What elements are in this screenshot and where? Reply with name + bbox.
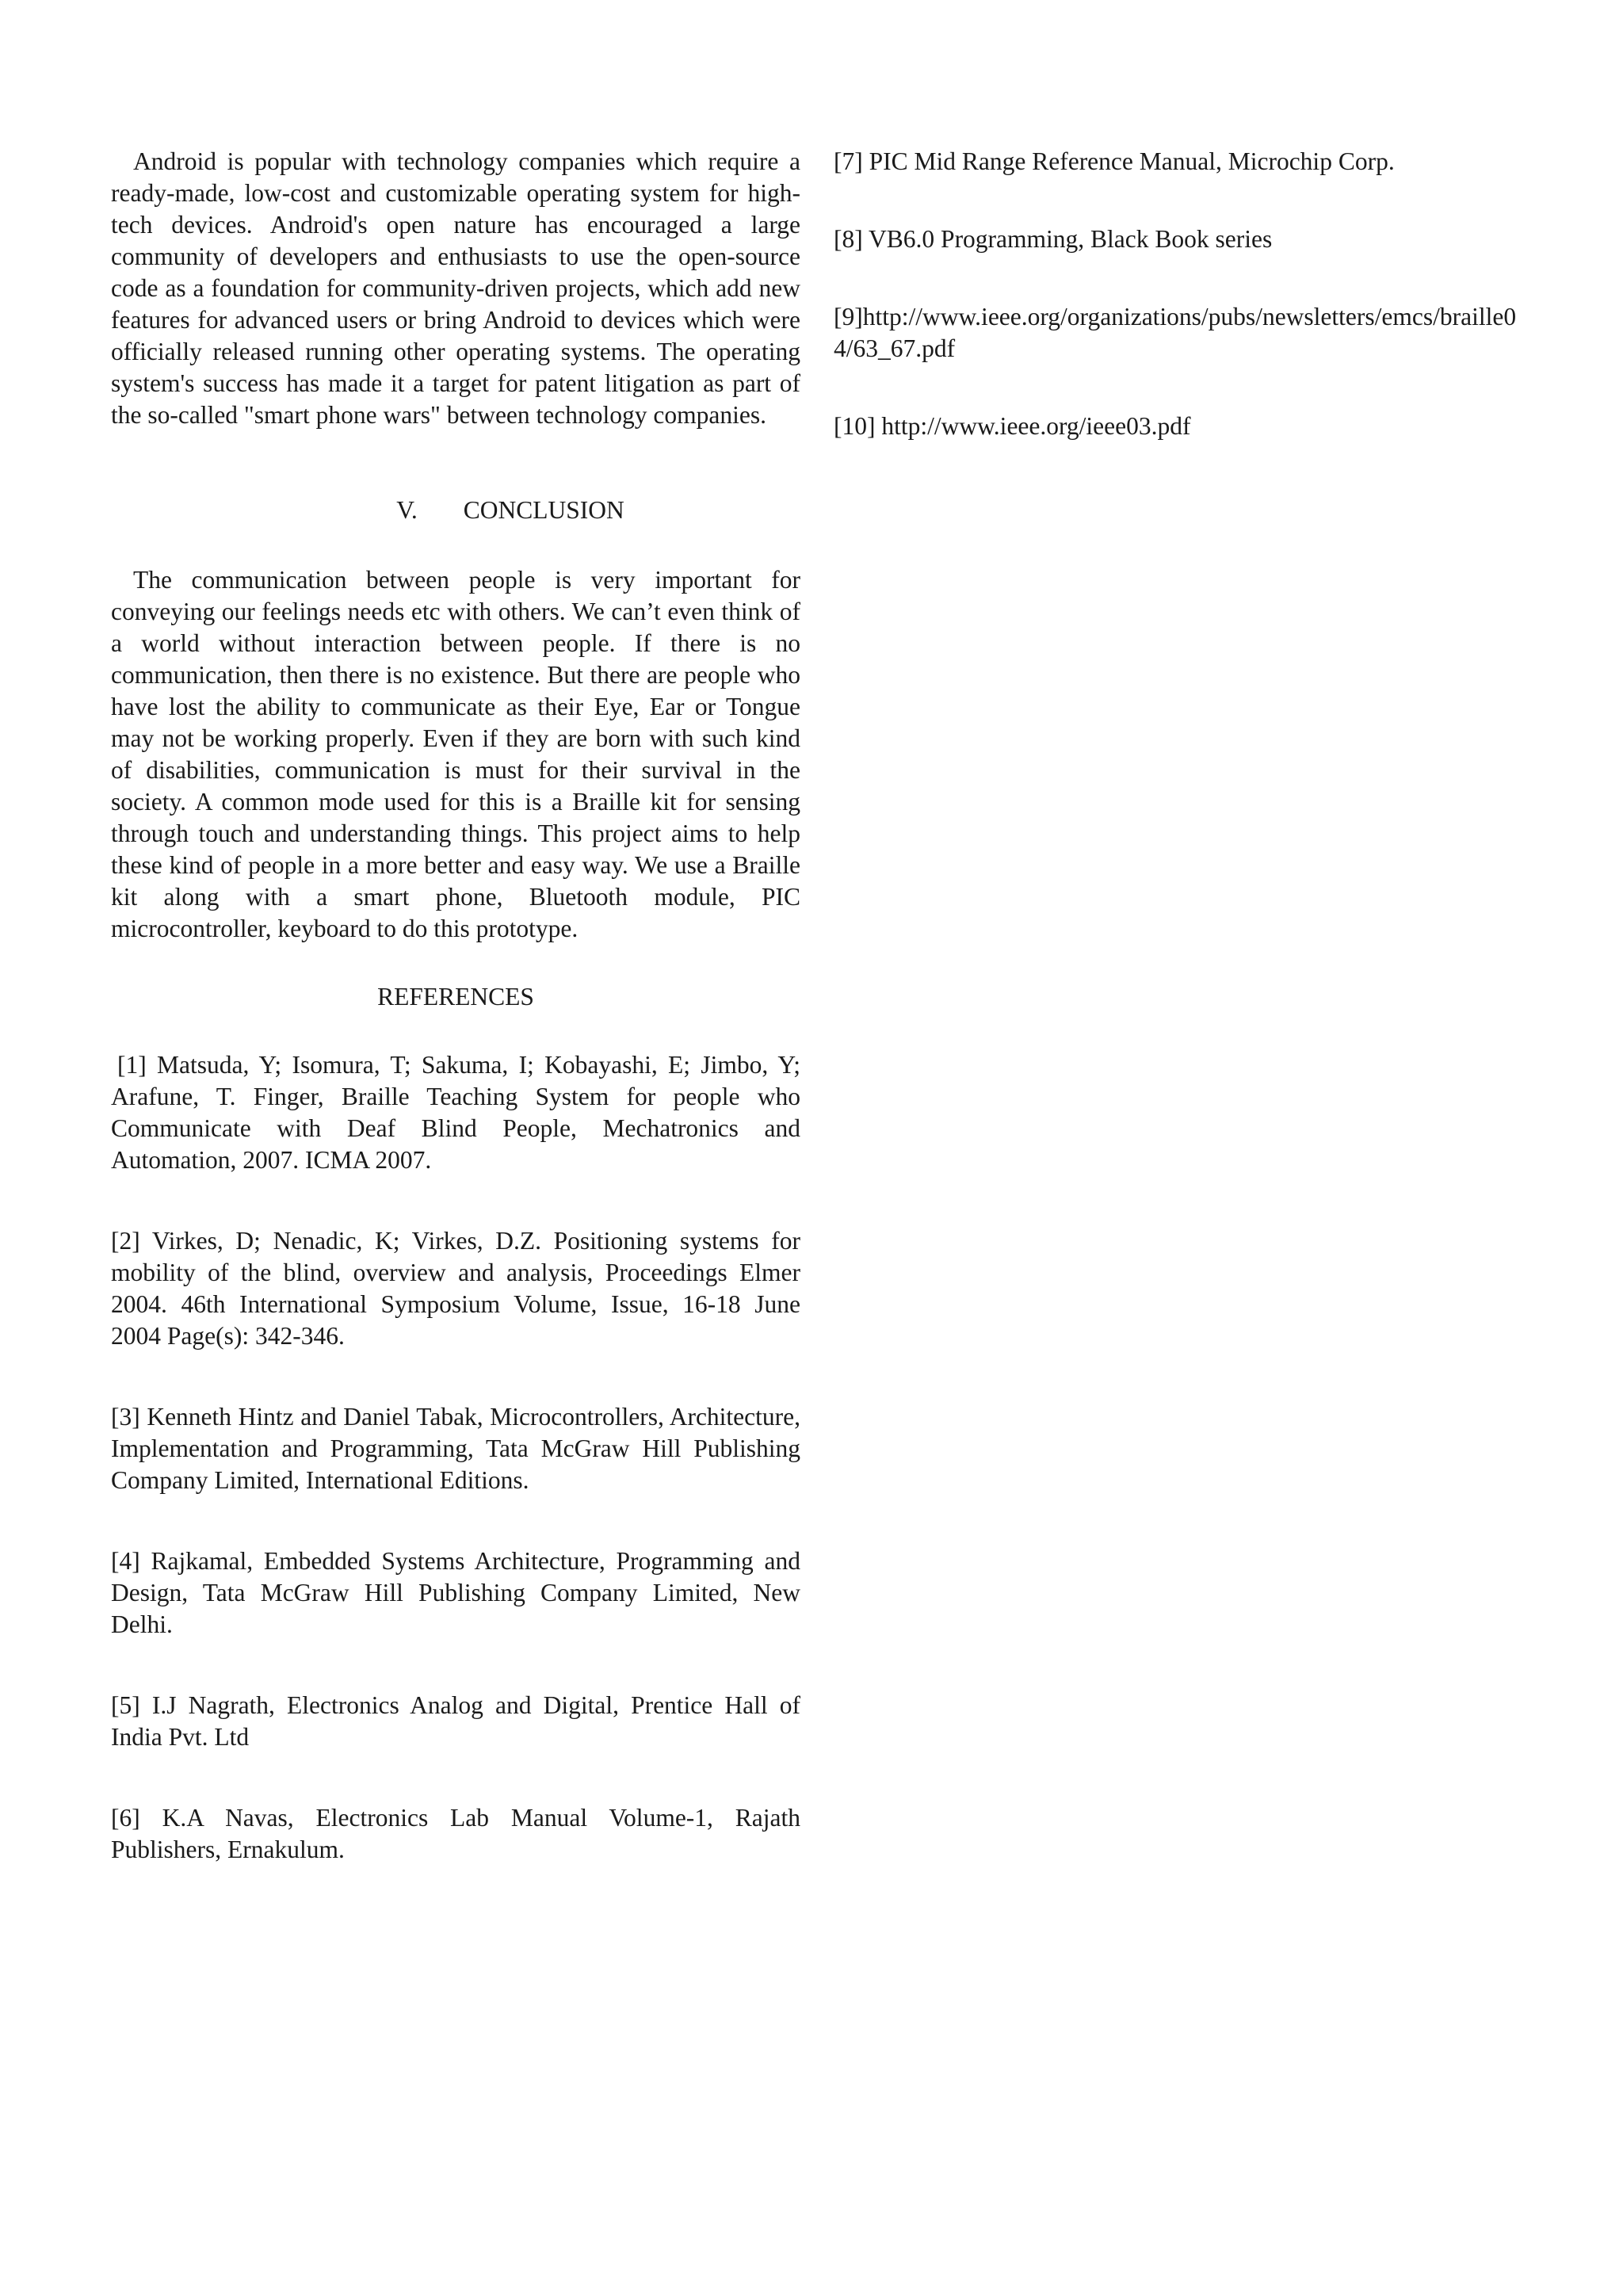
reference-item: [2] Virkes, D; Nenadic, K; Virkes, D.Z. Positioning systems for mobility of the blind, overview and analysis, Proceedings Elmer 2004. 46th International Symposium Volume, Issue, 16-18 June 2004 Page(s): 342-346. bbox=[111, 1227, 800, 1350]
reference-item: [1] Matsuda, Y; Isomura, T; Sakuma, I; Kobayashi, E; Jimbo, Y; Arafune, T. Finger, Braille Teaching System for people who Communicate with Deaf Blind People, Mechatronics and Automation, 2007. ICMA 2007. bbox=[111, 1051, 800, 1174]
left-column bbox=[111, 146, 800, 1915]
conclusion-paragraph: The communication between people is very important for conveying our feelings needs etc with others. We can’t even think of a world without interaction between people. If there is no communication, then there is no existence. But there are people who have lost the ability to communicate as their Eye, Ear or Tongue may not be working properly. Even if they are born with such kind of disabilities, communication is must for their survival in the society. A common mode used for this is a Braille kit for sensing through touch and understanding things. This project aims to help these kind of people in a more better and easy way. We use a Braille kit along with a smart phone, Bluetooth module, PIC microcontroller, keyboard to do this prototype. bbox=[111, 566, 800, 942]
section-number: V. bbox=[396, 496, 418, 524]
reference-item: [8] VB6.0 Programming, Black Book series bbox=[834, 225, 1273, 253]
section-title: CONCLUSION bbox=[463, 496, 624, 524]
reference-item: [6] K.A Navas, Electronics Lab Manual Volume-1, Rajath Publishers, Ernakulum. bbox=[111, 1804, 800, 1863]
right-column bbox=[834, 146, 1531, 488]
reference-item: [3] Kenneth Hintz and Daniel Tabak, Microcontrollers, Architecture, Implementation and Programming, Tata McGraw Hill Publishing Company Limited, International Editions. bbox=[111, 1403, 800, 1494]
reference-item: [4] Rajkamal, Embedded Systems Architecture, Programming and Design, Tata McGraw Hill Publishing Company Limited, New Delhi. bbox=[111, 1547, 800, 1638]
reference-item: [7] PIC Mid Range Reference Manual, Microchip Corp. bbox=[834, 147, 1395, 175]
reference-item: [5] I.J Nagrath, Electronics Analog and Digital, Prentice Hall of India Pvt. Ltd bbox=[111, 1691, 800, 1751]
conclusion-heading bbox=[111, 495, 800, 526]
reference-item: [10] http://www.ieee.org/ieee03.pdf bbox=[834, 412, 1191, 440]
reference-item: [9]http://www.ieee.org/organizations/pubs/newsletters/emcs/braille04/63_67.pdf bbox=[834, 303, 1517, 362]
references-heading: REFERENCES bbox=[377, 983, 534, 1010]
intro-paragraph: Android is popular with technology companies which require a ready-made, low-cost and customizable operating system for high-tech devices. Android's open nature has encouraged a large community of developers and enthusiasts to use the open-source code as a foundation for community-driven projects, which add new features for advanced users or bring Android to devices which were officially released running other operating systems. The operating system's success has made it a target for patent litigation as part of the so-called "smart phone wars" between technology companies. bbox=[111, 147, 800, 429]
